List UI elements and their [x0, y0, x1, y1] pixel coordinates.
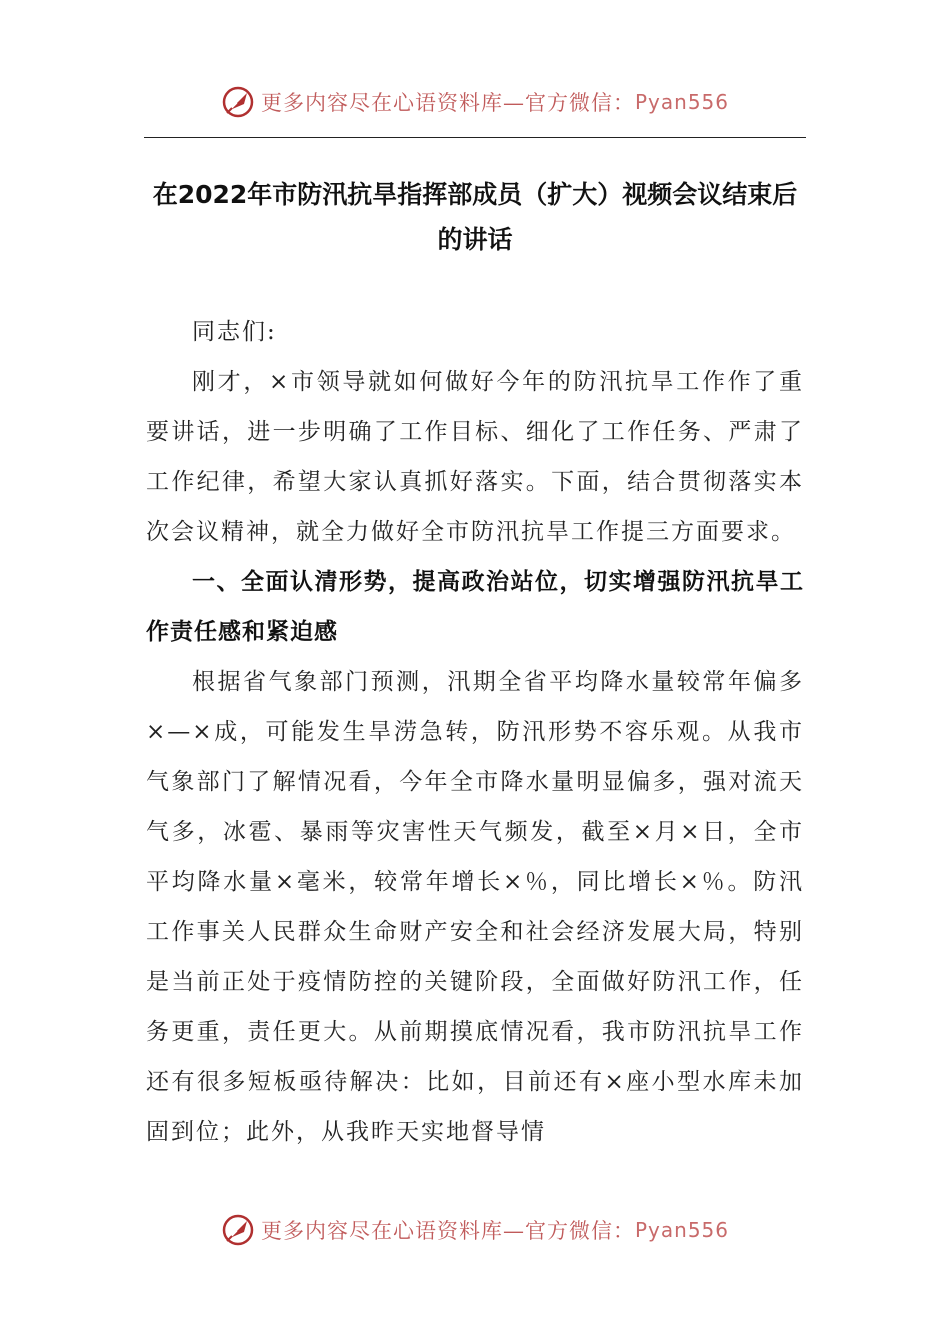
section-1-heading: 一、全面认清形势，提高政治站位，切实增强防汛抗旱工作责任感和紧迫感	[146, 569, 804, 645]
document-body	[146, 172, 804, 1157]
watermark-site-text: 更多内容尽在心语资料库—官方微信：	[260, 91, 635, 115]
watermark-wechat-id: Pyan556	[634, 1218, 729, 1242]
header-divider	[144, 137, 806, 138]
document-title: 在2022年市防汛抗旱指挥部成员（扩大）视频会议结束后的讲话	[152, 180, 798, 254]
salutation: 同志们:	[192, 319, 277, 345]
watermark-banner-top	[0, 82, 950, 122]
intro-paragraph: 刚才，×市领导就如何做好今年的防汛抗旱工作作了重要讲话，进一步明确了工作目标、细化了工作任务、严肃了工作纪律，希望大家认真抓好落实。下面，结合贯彻落实本次会议精神，就全力做好全市防汛抗旱工作提三方面要求。	[146, 369, 804, 545]
watermark-site-text: 更多内容尽在心语资料库—官方微信：	[260, 1219, 635, 1243]
section-1-paragraph: 根据省气象部门预测，汛期全省平均降水量较常年偏多×—×成，可能发生旱涝急转，防汛形势不容乐观。从我市气象部门了解情况看，今年全市降水量明显偏多，强对流天气多，冰雹、暴雨等灾害性天气频发，截至×月×日，全市平均降水量×毫米，较常年增长×％，同比增长×％。防汛工作事关人民群众生命财产安全和社会经济发展大局，特别是当前正处于疫情防控的关键阶段，全面做好防汛工作，任务更重，责任更大。从前期摸底情况看，我市防汛抗旱工作还有很多短板亟待解决：比如，目前还有×座小型水库未加固到位；此外，从我昨天实地督导情	[146, 669, 804, 1145]
quill-logo-icon	[221, 85, 255, 119]
watermark-wechat-id: Pyan556	[634, 90, 729, 114]
watermark-banner-bottom	[0, 1210, 950, 1250]
quill-logo-icon	[221, 1213, 255, 1247]
